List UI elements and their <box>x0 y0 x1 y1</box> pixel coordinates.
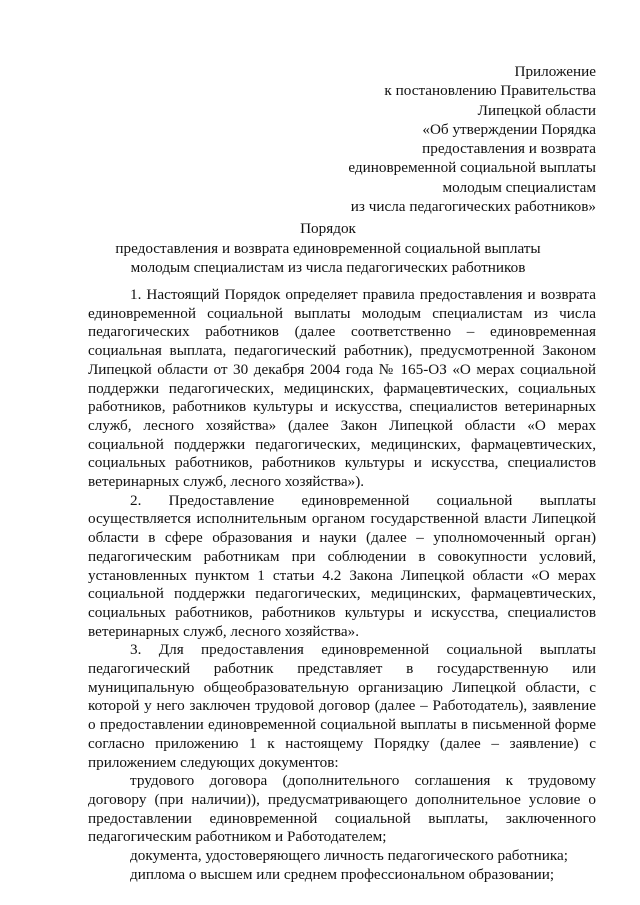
paragraph-3: 3. Для предоставления единовременной социальной выплаты педагогический работник представляет в государственную или муниципальную общеобразовательную организацию Липецкой области, с которой у него заключен трудовой договор (далее – Работодатель), заявление о предоставлении единовременной социальной выплаты в письменной форме согласно приложению 1 к настоящему Порядку (далее – заявление) с приложением следующих документов: <box>88 641 596 771</box>
document-subtitle-line: предоставления и возврата единовременной социальной выплаты <box>115 239 541 257</box>
paragraph-2: 2. Предоставление единовременной социальной выплаты осуществляется исполнительным органом государственной власти Липецкой области в сфере образования и науки (далее – уполномоченный орган) педагогическим работникам при соблюдении в совокупности условий, установленных пунктом 1 статьи 4.2 Закона Липецкой области «О мерах социальной поддержки педагогических, медицинских, фармацевтических, социальных работников, работников культуры и искусства, специалистов ветеринарных служб, лесного хозяйства». <box>88 491 596 640</box>
appendix-line: Приложение <box>514 63 596 80</box>
document-title-block <box>60 219 596 278</box>
appendix-line: Липецкой области <box>477 101 596 119</box>
document-list-item: документа, удостоверяющего личность педагогического работника; <box>130 847 568 865</box>
appendix-line: единовременной социальной выплаты <box>348 159 596 177</box>
document-list-item: диплома о высшем или среднем профессиональном образовании; <box>130 865 555 883</box>
appendix-line: «Об утверждении Порядка <box>422 120 596 138</box>
document-list-item: трудового договора (дополнительного соглашения к трудовому договору (при наличии)), предусматривающего дополнительное условие о предоставлении единовременной социальной выплаты, заключенного педагогическим работником и Работодателем; <box>88 772 596 846</box>
appendix-line: предоставления и возврата <box>422 140 596 158</box>
appendix-line: из числа педагогических работников» <box>350 198 596 216</box>
paragraph-1: 1. Настоящий Порядок определяет правила предоставления и возврата единовременной социальной выплаты молодым специалистам из числа педагогических работников (далее соответственно – единовременная социальная выплата, педагогический работник), предусмотренной Законом Липецкой области от 30 декабря 2004 года № 165-ОЗ «О мерах социальной поддержки педагогических, медицинских, фармацевтических, социальных работников, работников культуры и искусства, специалистов ветеринарных служб, лесного хозяйства» (далее Закон Липецкой области «О мерах социальной поддержки педагогических, медицинских, фармацевтических, социальных работников, работников культуры и искусства, специалистов ветеринарных служб, лесного хозяйства»). <box>88 286 596 491</box>
appendix-line: молодым специалистам <box>442 178 596 196</box>
document-title: Порядок <box>300 220 356 237</box>
document-body <box>88 286 596 885</box>
document-subtitle-line: молодым специалистам из числа педагогических работников <box>130 259 526 276</box>
appendix-line: к постановлению Правительства <box>384 82 596 100</box>
appendix-header <box>296 62 596 216</box>
